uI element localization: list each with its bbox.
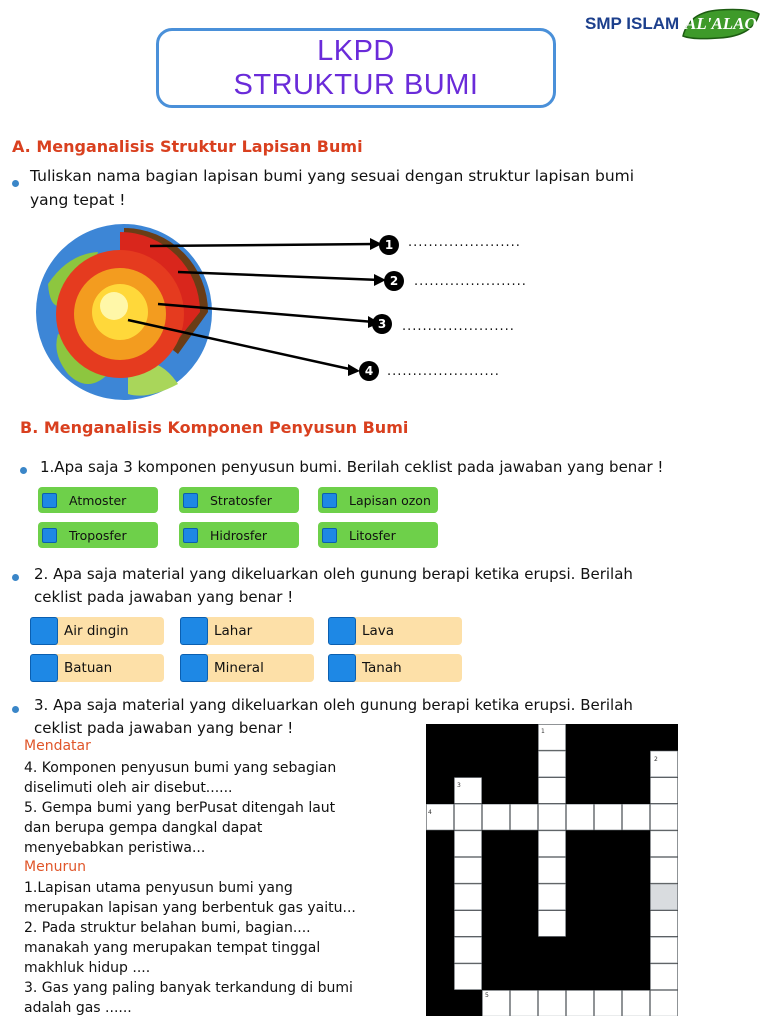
- option-label: Mineral: [214, 660, 264, 676]
- bullet-icon: [12, 706, 19, 713]
- checkbox-icon[interactable]: [183, 528, 198, 543]
- clues-across-heading: Mendatar: [24, 738, 91, 754]
- bullet-icon: [20, 467, 27, 474]
- crossword-cell[interactable]: [455, 937, 482, 963]
- crossword-cell[interactable]: [567, 804, 594, 830]
- question-1: 1.Apa saja 3 komponen penyusun bumi. Berilah ceklist pada jawaban yang benar !: [40, 458, 664, 476]
- crossword-cell[interactable]: [651, 911, 678, 937]
- option-label: Lava: [362, 623, 395, 639]
- crossword-cell[interactable]: [539, 751, 566, 777]
- crossword-number-4: 4: [428, 809, 432, 816]
- checkbox-icon[interactable]: [30, 654, 58, 682]
- answer-blank-4[interactable]: ......................: [387, 364, 500, 379]
- checkbox-icon[interactable]: [328, 617, 356, 645]
- question-2-line1: 2. Apa saja material yang dikeluarkan oleh gunung berapi ketika erupsi. Berilah: [34, 565, 633, 583]
- option-label: Hidrosfer: [210, 527, 268, 543]
- arrowheads: [348, 238, 386, 376]
- crossword-cell[interactable]: [539, 858, 566, 884]
- section-a-question-line2: yang tepat !: [30, 191, 126, 209]
- section-a-question-line1: Tuliskan nama bagian lapisan bumi yang sesuai dengan struktur lapisan bumi: [30, 167, 635, 185]
- title-line-1: LKPD: [317, 35, 395, 67]
- section-a-title: A. Menganalisis Struktur Lapisan Bumi: [12, 137, 363, 156]
- crossword-cell[interactable]: [455, 884, 482, 910]
- checkbox-icon[interactable]: [183, 493, 198, 508]
- option-label: Atmoster: [69, 492, 127, 508]
- option-label: Tanah: [362, 660, 402, 676]
- answer-blank-1[interactable]: ......................: [408, 235, 521, 250]
- checkbox-icon[interactable]: [180, 617, 208, 645]
- option-mineral[interactable]: [186, 654, 314, 682]
- crossword-cell[interactable]: [455, 831, 482, 857]
- option-label: Lapisan ozon: [349, 492, 431, 508]
- crossword-cell[interactable]: [651, 937, 678, 963]
- number-badges: [359, 235, 404, 381]
- crossword-cell[interactable]: [651, 804, 678, 830]
- crossword-cell[interactable]: [539, 991, 566, 1017]
- clue-across-line: diselimuti oleh air disebut......: [24, 780, 233, 796]
- checkbox-icon[interactable]: [322, 528, 337, 543]
- clue-down-line: manakah yang merupakan tempat tinggal: [24, 940, 321, 956]
- crossword-cell[interactable]: [651, 964, 678, 990]
- question-3-line2: ceklist pada jawaban yang benar !: [34, 719, 294, 737]
- option-label: Lahar: [214, 623, 253, 639]
- school-logo: [585, 6, 765, 46]
- option-label: Litosfer: [349, 527, 396, 543]
- crossword-cell[interactable]: [651, 858, 678, 884]
- crossword-cell[interactable]: [651, 751, 678, 777]
- checkbox-icon[interactable]: [42, 528, 57, 543]
- clue-down-line: 2. Pada struktur belahan bumi, bagian....: [24, 920, 311, 936]
- crossword-cell[interactable]: [595, 804, 622, 830]
- answer-blank-2[interactable]: ......................: [414, 274, 527, 289]
- crossword-cell[interactable]: [539, 778, 566, 804]
- label-number-4: 4: [364, 364, 374, 378]
- clue-down-line: merupakan lapisan yang berbentuk gas yaitu...: [24, 900, 356, 916]
- crossword-cell[interactable]: [651, 884, 678, 910]
- section-b-title: B. Menganalisis Komponen Penyusun Bumi: [20, 418, 409, 437]
- checkbox-icon[interactable]: [180, 654, 208, 682]
- checkbox-icon[interactable]: [42, 493, 57, 508]
- crossword-cell[interactable]: [455, 858, 482, 884]
- question-2-line2: ceklist pada jawaban yang benar !: [34, 588, 294, 606]
- logo-text: SMP ISLAM: [585, 14, 680, 33]
- option-label: Air dingin: [64, 623, 129, 639]
- crossword-cell[interactable]: [455, 804, 482, 830]
- crossword-cell[interactable]: [539, 911, 566, 937]
- label-number-1: 1: [384, 238, 394, 252]
- earth-globe-icon: [36, 224, 212, 400]
- option-hidrosfer[interactable]: [179, 522, 299, 548]
- crossword-cell[interactable]: [623, 804, 650, 830]
- option-stratosfer[interactable]: [179, 487, 299, 513]
- option-label: Batuan: [64, 660, 113, 676]
- crossword-cell[interactable]: [483, 804, 510, 830]
- option-air-dingin[interactable]: [36, 617, 164, 645]
- crossword-number-1: 1: [541, 728, 545, 735]
- crossword-cell[interactable]: [539, 804, 566, 830]
- bullet-icon: [12, 574, 19, 581]
- clue-across-line: 5. Gempa bumi yang berPusat ditengah laut: [24, 800, 336, 816]
- checkbox-icon[interactable]: [328, 654, 356, 682]
- crossword-grid[interactable]: [426, 724, 680, 1016]
- crossword-cell[interactable]: [623, 991, 650, 1017]
- clue-down-line: 1.Lapisan utama penyusun bumi yang: [24, 880, 293, 896]
- title-line-2: STRUKTUR BUMI: [233, 69, 479, 101]
- crossword-cell[interactable]: [567, 991, 594, 1017]
- crossword-number-5: 5: [485, 992, 489, 999]
- bullet-icon: [12, 180, 19, 187]
- option-batuan[interactable]: [36, 654, 164, 682]
- checkbox-icon[interactable]: [322, 493, 337, 508]
- crossword-cell[interactable]: [651, 831, 678, 857]
- option-lapisan-ozon[interactable]: [318, 487, 438, 513]
- option-atmoster[interactable]: [38, 487, 158, 513]
- logo-badge-text: AL'ALAQ: [685, 14, 757, 33]
- crossword-number-2: 2: [654, 756, 658, 763]
- option-lahar[interactable]: [186, 617, 314, 645]
- checkbox-icon[interactable]: [30, 617, 58, 645]
- option-tanah[interactable]: [334, 654, 462, 682]
- clue-across-line: 4. Komponen penyusun bumi yang sebagian: [24, 760, 337, 776]
- title-box: [156, 28, 556, 108]
- crossword-cell[interactable]: [455, 964, 482, 990]
- clue-down-line: adalah gas ......: [24, 1000, 132, 1016]
- option-troposfer[interactable]: [38, 522, 158, 548]
- crossword-cell[interactable]: [539, 831, 566, 857]
- clues-down-heading: Menurun: [24, 859, 86, 875]
- option-label: Stratosfer: [210, 492, 272, 508]
- crossword-cell[interactable]: [651, 991, 678, 1017]
- crossword-cell[interactable]: [511, 991, 538, 1017]
- clue-across-line: dan berupa gempa dangkal dapat: [24, 820, 263, 836]
- crossword-cell[interactable]: [595, 991, 622, 1017]
- label-number-3: 3: [377, 317, 387, 331]
- clue-down-line: makhluk hidup ....: [24, 960, 151, 976]
- option-label: Troposfer: [69, 527, 127, 543]
- crossword-cell[interactable]: [651, 778, 678, 804]
- crossword-number-3: 3: [457, 782, 461, 789]
- answer-blank-3[interactable]: ......................: [402, 319, 515, 334]
- crossword-cell[interactable]: [511, 804, 538, 830]
- clue-down-line: 3. Gas yang paling banyak terkandung di bumi: [24, 980, 353, 996]
- label-number-2: 2: [389, 274, 399, 288]
- clue-across-line: menyebabkan peristiwa...: [24, 840, 206, 856]
- option-litosfer[interactable]: [318, 522, 438, 548]
- crossword-cell[interactable]: [455, 911, 482, 937]
- option-lava[interactable]: [334, 617, 462, 645]
- question-3-line1: 3. Apa saja material yang dikeluarkan oleh gunung berapi ketika erupsi. Berilah: [34, 696, 633, 714]
- crossword-cell[interactable]: [539, 884, 566, 910]
